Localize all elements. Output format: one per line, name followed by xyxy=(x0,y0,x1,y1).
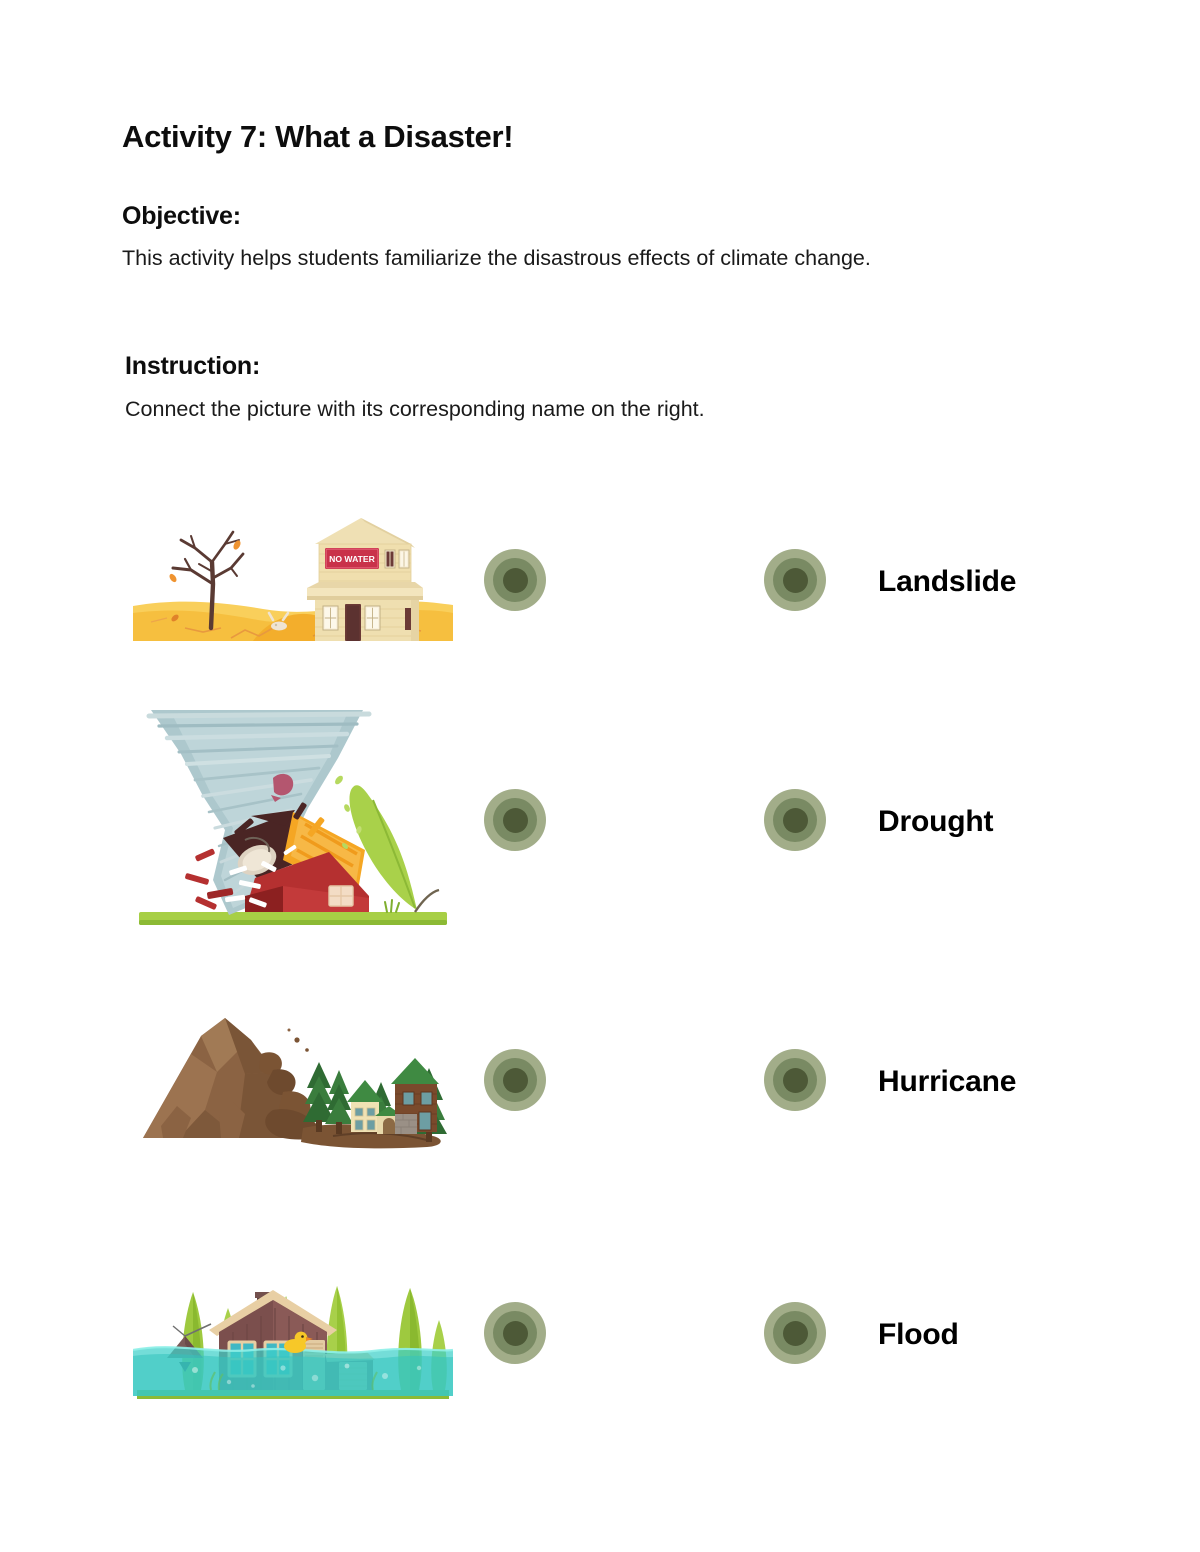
wrecked-house-illustration xyxy=(185,802,369,912)
objective-heading: Objective: xyxy=(122,202,241,230)
dot-core xyxy=(783,808,808,833)
hurricane-picture[interactable] xyxy=(133,700,453,940)
dot-middle-ring xyxy=(493,1311,537,1355)
term-label-drought[interactable]: Drought xyxy=(878,805,994,838)
page-title: Activity 7: What a Disaster! xyxy=(122,119,514,154)
dot-middle-ring xyxy=(773,1058,817,1102)
dot-middle-ring xyxy=(773,798,817,842)
landslide-picture[interactable] xyxy=(133,1010,453,1150)
no-water-sign-text: NO WATER xyxy=(329,554,375,564)
dot-middle-ring xyxy=(773,1311,817,1355)
dot-middle-ring xyxy=(493,798,537,842)
dot-core xyxy=(783,1321,808,1346)
hurricane-illustration xyxy=(133,700,453,940)
dot-core xyxy=(783,568,808,593)
term-label-landslide[interactable]: Landslide xyxy=(878,565,1017,598)
objective-text: This activity helps students familiarize the disastrous effects of climate change. xyxy=(122,245,871,270)
yellow-house-illustration xyxy=(347,1080,403,1134)
connector-dot-right[interactable] xyxy=(764,1302,826,1364)
term-label-flood[interactable]: Flood xyxy=(878,1318,959,1351)
term-label-hurricane[interactable]: Hurricane xyxy=(878,1065,1017,1098)
connector-dot-left[interactable] xyxy=(484,1049,546,1111)
drought-illustration xyxy=(133,510,453,650)
floodwater xyxy=(133,1347,453,1396)
matching-row xyxy=(0,1010,1200,1150)
dot-middle-ring xyxy=(493,558,537,602)
matching-row xyxy=(0,700,1200,940)
dot-core xyxy=(783,1068,808,1093)
flood-illustration xyxy=(133,1258,453,1408)
flood-picture[interactable] xyxy=(133,1258,453,1408)
brown-house-illustration xyxy=(391,1058,439,1134)
connector-dot-right[interactable] xyxy=(764,789,826,851)
dot-core xyxy=(503,1068,528,1093)
house-illustration xyxy=(307,518,423,641)
connector-dot-left[interactable] xyxy=(484,549,546,611)
dot-core xyxy=(503,1321,528,1346)
instruction-heading: Instruction: xyxy=(125,352,261,380)
dot-middle-ring xyxy=(493,1058,537,1102)
dot-middle-ring xyxy=(773,558,817,602)
matching-row xyxy=(0,510,1200,650)
connector-dot-left[interactable] xyxy=(484,789,546,851)
dot-core xyxy=(503,568,528,593)
dot-core xyxy=(503,808,528,833)
connector-dot-right[interactable] xyxy=(764,1049,826,1111)
drought-picture[interactable] xyxy=(133,510,453,650)
landslide-illustration xyxy=(133,1010,453,1150)
connector-dot-right[interactable] xyxy=(764,549,826,611)
connector-dot-left[interactable] xyxy=(484,1302,546,1364)
instruction-text: Connect the picture with its corresponding name on the right. xyxy=(125,396,705,421)
matching-row xyxy=(0,1258,1200,1408)
